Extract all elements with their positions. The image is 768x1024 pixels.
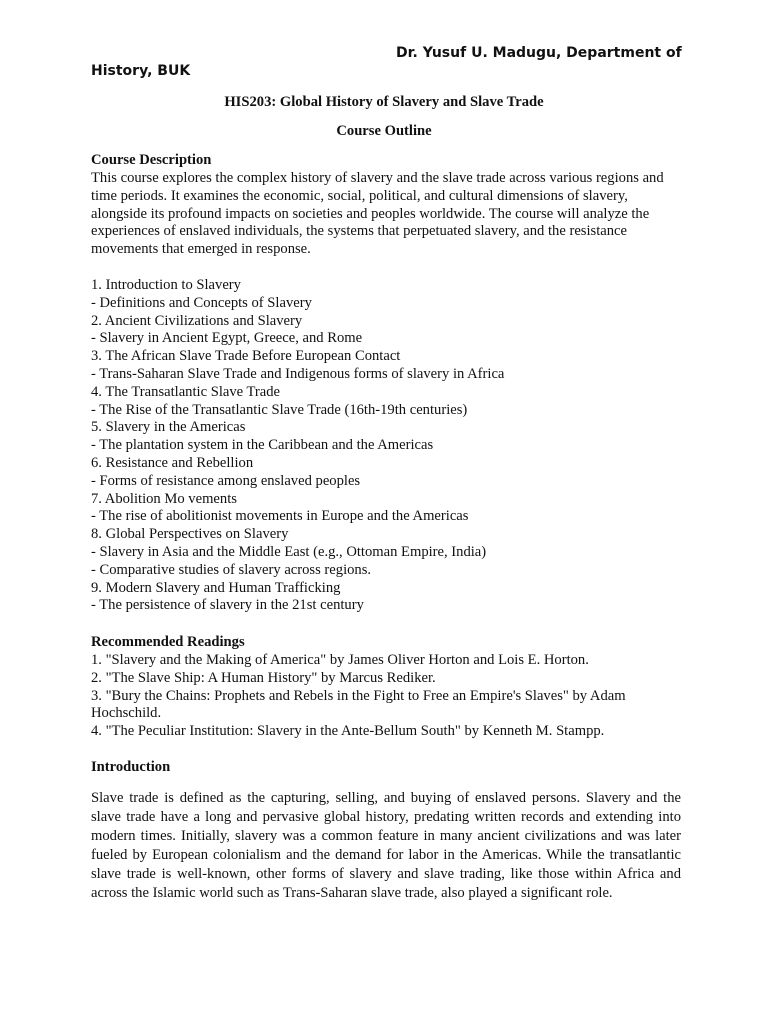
introduction-heading: Introduction [91,759,171,775]
readings-list [91,652,681,741]
list-item: - Slavery in Asia and the Middle East (e.g., Ottoman Empire, India) [91,543,487,560]
list-item: 6. Resistance and Rebellion [91,454,254,471]
list-item: 9. Modern Slavery and Human Trafficking [91,579,341,596]
list-item: 7. Abolition Mo vements [91,490,237,507]
list-item: - The persistence of slavery in the 21st century [91,597,364,614]
list-item: 3. The African Slave Trade Before European Contact [91,348,401,365]
author-line: Dr. Yusuf U. Madugu, Department of History, BUK [91,45,682,79]
reading-item: 1. "Slavery and the Making of America" by James Oliver Horton and Lois E. Horton. [91,652,589,668]
list-item: - Trans-Saharan Slave Trade and Indigenous forms of slavery in Africa [91,365,505,382]
list-item: 2. Ancient Civilizations and Slavery [91,312,303,329]
list-item: 5. Slavery in the Americas [91,419,246,436]
course-title: HIS203: Global History of Slavery and Slave Trade [224,94,544,110]
list-item: - Comparative studies of slavery across regions. [91,561,372,578]
list-item: - Forms of resistance among enslaved peoples [91,472,361,489]
reading-item: 2. "The Slave Ship: A Human History" by Marcus Rediker. [91,669,436,686]
list-item: - Slavery in Ancient Egypt, Greece, and Rome [91,330,363,347]
description-body: This course explores the complex history of slavery and the slave trade across various regions and time periods. It examines the economic, social, political, and cultural dimensions of slavery, alongside its profound impacts on societies and peoples worldwide. The course will analyze the experiences of enslaved individuals, the systems that perpetuated slavery, and the resistance movements that emerged in response. [91,170,664,258]
description-heading: Course Description [91,152,212,168]
list-item: - The plantation system in the Caribbean and the Americas [91,437,434,454]
list-item: 1. Introduction to Slavery [91,277,241,293]
reading-item: 3. "Bury the Chains: Prophets and Rebels in the Fight to Free an Empire's Slaves" by Adam Hochschild. [91,687,626,722]
introduction-body: Slave trade is defined as the capturing, selling, and buying of enslaved persons. Slavery and the slave trade have a long and pervasive global history, predating written records and extending into modern times. Initially, slavery was a common feature in many ancient civilizations and was later fueled by European colonialism and the demand for labor in the Americas. While the transatlantic slave trade is well-known, other forms of slavery and slave trading, like those within Africa and across the Islamic world such as Trans-Saharan slave trade, also played a significant role. [91,790,681,901]
reading-item: 4. "The Peculiar Institution: Slavery in the Ante-Bellum South" by Kenneth M. Stampp. [91,723,605,740]
topic-list [91,277,681,615]
list-item: - The Rise of the Transatlantic Slave Trade (16th-19th centuries) [91,401,468,418]
list-item: 8. Global Perspectives on Slavery [91,526,289,543]
list-item: - Definitions and Concepts of Slavery [91,294,312,311]
list-item: - The rise of abolitionist movements in Europe and the Americas [91,508,469,525]
outline-title: Course Outline [336,123,432,139]
list-item: 4. The Transatlantic Slave Trade [91,383,281,400]
readings-heading: Recommended Readings [91,634,245,650]
